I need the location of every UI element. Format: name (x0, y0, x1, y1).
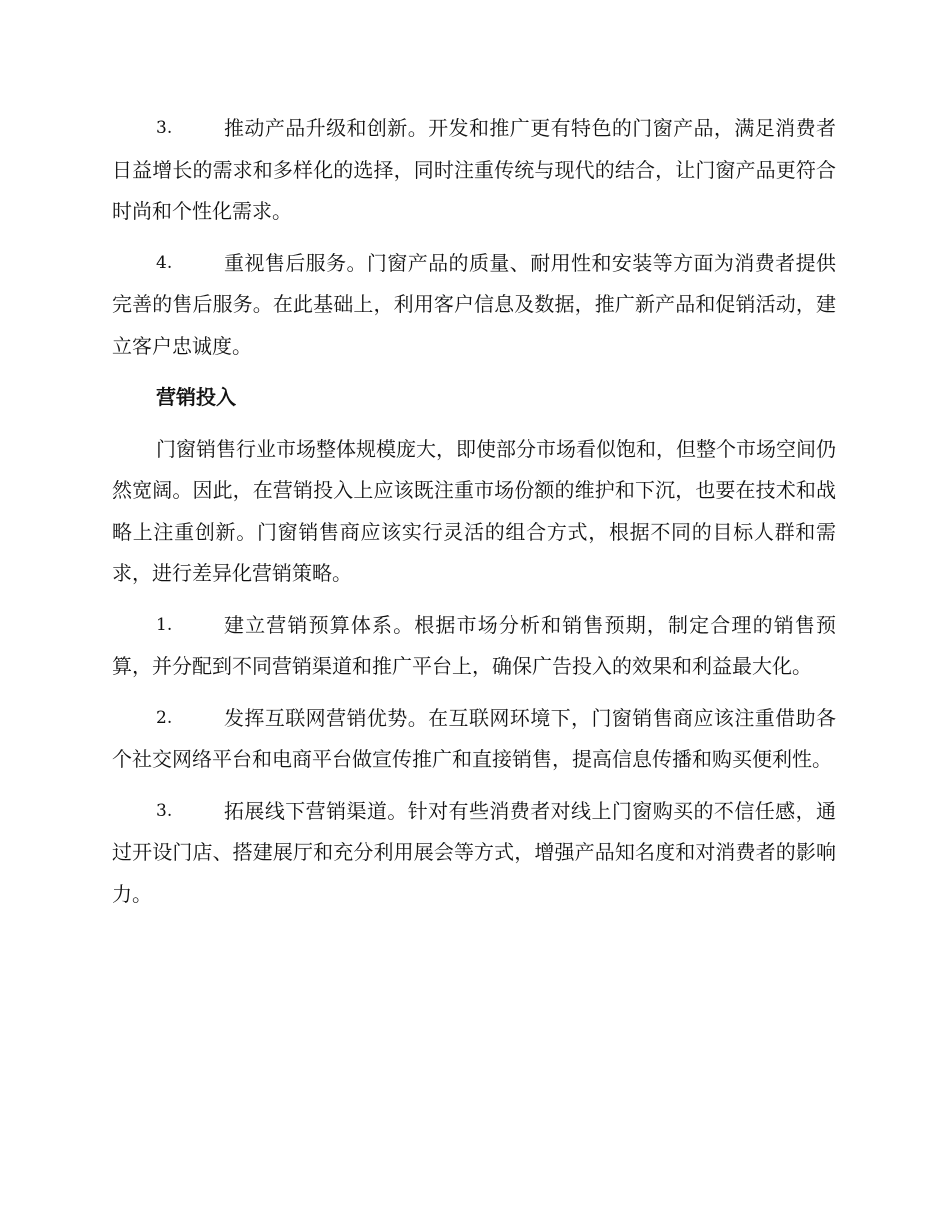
list-item (112, 243, 836, 368)
list-item-text: 重视售后服务。门窗产品的质量、耐用性和安装等方面为消费者提供完善的售后服务。在此基础上，利用客户信息及数据，推广新产品和促销活动，建立客户忠诚度。 (112, 250, 836, 358)
list-item-text: 推动产品升级和创新。开发和推广更有特色的门窗产品，满足消费者日益增长的需求和多样化的选择，同时注重传统与现代的结合，让门窗产品更符合时尚和个性化需求。 (112, 116, 836, 223)
list-item-text: 拓展线下营销渠道。针对有些消费者对线上门窗购买的不信任感，通过开设门店、搭建展厅和充分利用展会等方式，增强产品知名度和对消费者的影响力。 (112, 798, 836, 906)
list-item (112, 605, 836, 688)
list-item (112, 698, 836, 781)
list-item (112, 791, 836, 916)
list-item-number: 2. (156, 707, 173, 728)
list-item-text: 发挥互联网营销优势。在互联网环境下，门窗销售商应该注重借助各个社交网络平台和电商平台做宣传推广和直接销售，提高信息传播和购买便利性。 (112, 705, 836, 771)
list-item-number: 1. (156, 614, 173, 635)
list-item-number: 3. (156, 800, 173, 821)
list-item-number: 3. (156, 118, 173, 138)
section-heading: 营销投入 (156, 385, 236, 409)
intro-paragraph: 门窗销售行业市场整体规模庞大，即使部分市场看似饱和，但整个市场空间仍然宽阔。因此，在营销投入上应该既注重市场份额的维护和下沉，也要在技术和战略上注重创新。门窗销售商应该实行灵活的组合方式，根据不同的目标人群和需求，进行差异化营销策略。 (112, 436, 836, 585)
list-item (112, 108, 836, 233)
document-page (112, 108, 836, 925)
list-item-text: 建立营销预算体系。根据市场分析和销售预期，制定合理的销售预算，并分配到不同营销渠道和推广平台上，确保广告投入的效果和利益最大化。 (112, 612, 836, 678)
list-item-number: 4. (156, 252, 173, 273)
